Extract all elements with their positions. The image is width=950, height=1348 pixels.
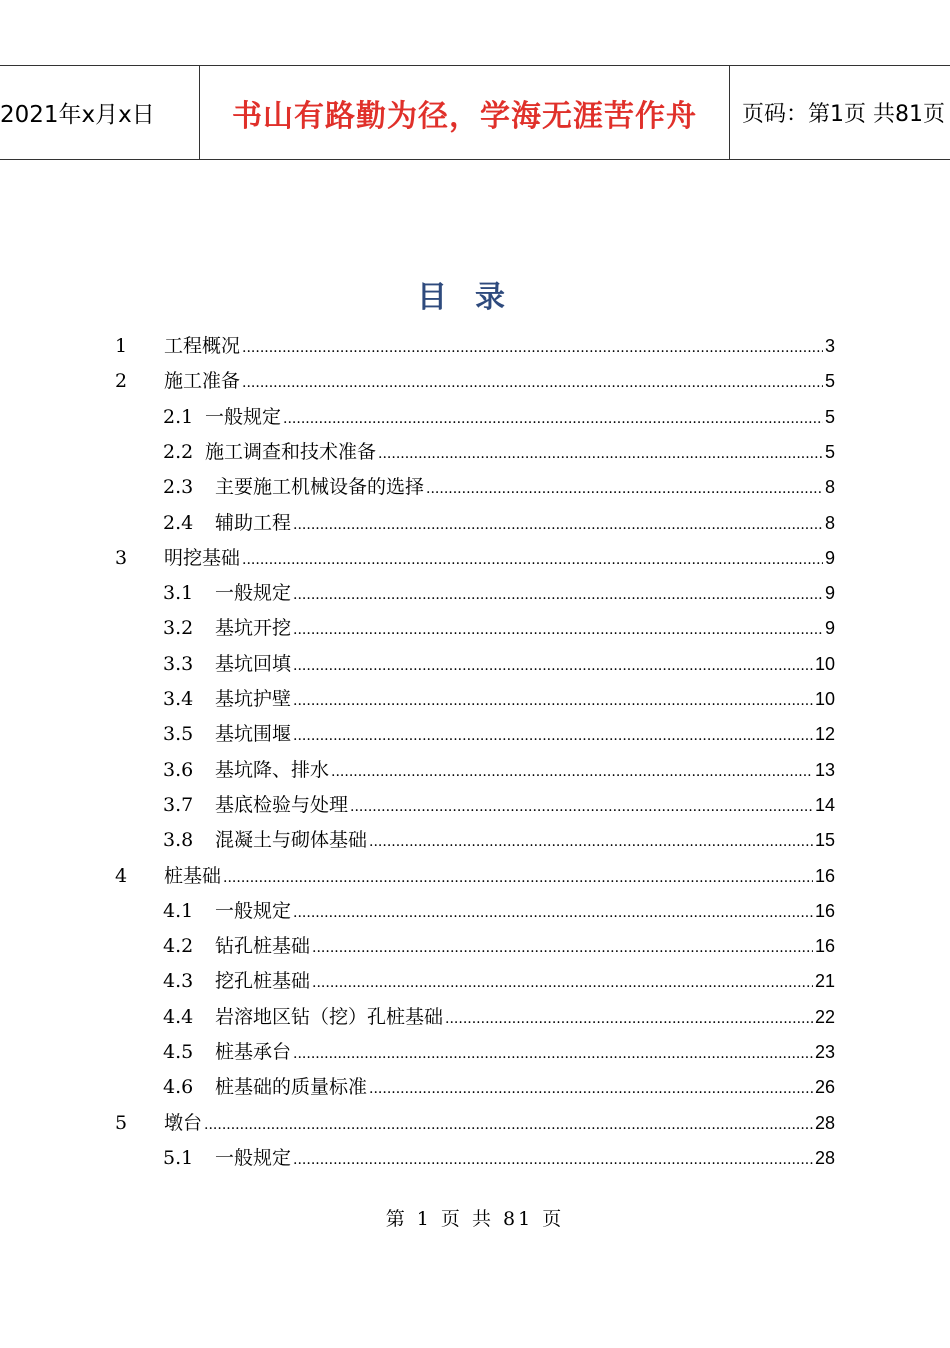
- toc-entry-title: 基坑降、排水: [215, 758, 330, 781]
- toc-entry-title: 桩基础: [164, 864, 222, 887]
- toc-entry[interactable]: [163, 471, 835, 503]
- toc-entry[interactable]: [115, 542, 835, 574]
- toc-leader-dots: [369, 826, 813, 858]
- toc-entry[interactable]: [163, 789, 835, 821]
- toc-leader-dots: [242, 544, 823, 576]
- toc-entry-page: 10: [814, 653, 835, 674]
- toc-leader-dots: [350, 791, 813, 823]
- toc-entry-title: 一般规定: [205, 405, 282, 428]
- toc-entry-title: 基坑围堰: [215, 723, 292, 746]
- toc-entry-title: 工程概况: [164, 335, 241, 357]
- toc-entry[interactable]: [163, 1142, 835, 1174]
- toc-entry-number: 3.2: [163, 617, 194, 640]
- toc-entry-number: 4.1: [163, 899, 194, 922]
- toc-entry-page: 5: [824, 441, 835, 462]
- toc-entry-number: 4.3: [163, 970, 194, 993]
- toc-entry-number: 2: [115, 370, 128, 393]
- toc-entry[interactable]: [163, 577, 835, 609]
- toc-leader-dots: [426, 473, 823, 505]
- toc-leader-dots: [242, 332, 823, 364]
- toc-leader-dots: [242, 367, 823, 399]
- toc-entry-title: 一般规定: [215, 1146, 292, 1169]
- toc-leader-dots: [331, 756, 813, 788]
- toc-leader-dots: [293, 1144, 813, 1176]
- toc-entry-title: 桩基础的质量标准: [215, 1076, 368, 1099]
- toc-entry[interactable]: [163, 436, 835, 468]
- toc-entry[interactable]: [163, 718, 835, 750]
- toc-leader-dots: [293, 509, 823, 541]
- page-header: [0, 65, 950, 160]
- toc-entry-page: 23: [814, 1042, 835, 1062]
- toc-leader-dots: [293, 897, 813, 929]
- toc-entry-page: 3: [824, 336, 835, 356]
- toc-entry-title: 墩台: [164, 1111, 203, 1134]
- toc-entry[interactable]: [163, 1071, 835, 1103]
- toc-entry-page: 13: [814, 759, 835, 780]
- toc-entry[interactable]: [163, 683, 835, 715]
- toc-entry-number: 1: [115, 335, 128, 357]
- toc-entry-number: 3.6: [163, 758, 194, 781]
- toc-entry-number: 5.1: [163, 1146, 194, 1169]
- toc-entry-number: 2.3: [163, 476, 194, 499]
- toc-entry-page: 15: [814, 830, 835, 851]
- toc-entry[interactable]: [163, 1036, 835, 1068]
- toc-entry-title: 钻孔桩基础: [215, 935, 311, 958]
- toc-entry-title: 岩溶地区钻（挖）孔桩基础: [215, 1005, 444, 1028]
- toc-entry-page: 9: [824, 583, 835, 604]
- toc-leader-dots: [293, 1038, 813, 1070]
- toc-entry-page: 26: [814, 1077, 835, 1098]
- toc-entry[interactable]: [115, 860, 835, 892]
- toc-entry-page: 21: [814, 971, 835, 992]
- toc-entry[interactable]: [115, 365, 835, 397]
- toc-entry-page: 12: [814, 724, 835, 745]
- toc-entry-page: 8: [824, 477, 835, 498]
- toc-entry[interactable]: [163, 1001, 835, 1033]
- toc-leader-dots: [293, 685, 813, 717]
- toc-entry-title: 基坑护壁: [215, 688, 292, 710]
- toc-entry[interactable]: [163, 824, 835, 856]
- toc-entry-title: 一般规定: [215, 582, 292, 605]
- toc-entry-page: 5: [824, 406, 835, 427]
- toc-entry[interactable]: [163, 895, 835, 927]
- toc-entry-title: 混凝土与砌体基础: [215, 829, 368, 852]
- toc-entry-page: 28: [814, 1112, 835, 1133]
- toc-entry-number: 3.8: [163, 829, 194, 852]
- toc-entry-number: 4.2: [163, 935, 194, 958]
- toc-entry-number: 2.2: [163, 440, 194, 463]
- toc-leader-dots: [378, 438, 823, 470]
- toc-entry-number: 2.4: [163, 511, 194, 534]
- toc-entry[interactable]: [163, 754, 835, 786]
- toc-entry[interactable]: [163, 401, 835, 433]
- toc-entry-number: 3.4: [163, 688, 194, 710]
- toc-entry[interactable]: [163, 507, 835, 539]
- toc-entry-title: 辅助工程: [215, 511, 292, 534]
- toc-leader-dots: [369, 1073, 813, 1105]
- toc-leader-dots: [204, 1109, 813, 1141]
- toc-entry[interactable]: [163, 930, 835, 962]
- header-date: 2021年x月x日: [0, 66, 200, 159]
- toc-leader-dots: [312, 932, 813, 964]
- toc-entry-title: 施工调查和技术准备: [205, 440, 377, 463]
- toc-leader-dots: [283, 403, 823, 435]
- toc-entry-page: 5: [824, 371, 835, 392]
- toc-leader-dots: [445, 1003, 813, 1035]
- toc-entry-number: 3: [115, 546, 128, 569]
- toc-entry-number: 4.6: [163, 1076, 194, 1099]
- toc-leader-dots: [293, 579, 823, 611]
- toc-leader-dots: [293, 650, 813, 682]
- toc-entry[interactable]: [163, 612, 835, 644]
- toc-entry-page: 8: [824, 512, 835, 533]
- toc-leader-dots: [223, 862, 813, 894]
- toc-title: 目录: [417, 280, 533, 315]
- toc-entry[interactable]: [115, 1107, 835, 1139]
- toc-entry-page: 16: [814, 865, 835, 886]
- page-footer: 第 1 页 共 81 页: [385, 1208, 565, 1230]
- toc-entry-title: 明挖基础: [164, 546, 241, 569]
- toc-entry-page: 14: [814, 794, 835, 815]
- toc-entry[interactable]: [115, 330, 835, 362]
- toc-entry-number: 4.4: [163, 1005, 194, 1028]
- toc-entry-title: 基坑开挖: [215, 617, 292, 640]
- header-page-info: 页码：第1页 共81页: [742, 102, 945, 127]
- toc-entry-number: 3.3: [163, 652, 194, 675]
- toc-entry-page: 16: [814, 900, 835, 921]
- toc-entry[interactable]: [163, 965, 835, 997]
- toc-entry-page: 10: [814, 689, 835, 709]
- toc-leader-dots: [293, 720, 813, 752]
- header-motto: 书山有路勤为径，学海无涯苦作舟: [200, 66, 730, 159]
- toc-entry-title: 施工准备: [164, 370, 241, 393]
- toc-entry-title: 主要施工机械设备的选择: [215, 476, 425, 499]
- toc-entry-number: 4: [115, 864, 128, 887]
- toc-entry-number: 3.5: [163, 723, 194, 746]
- toc-entry-page: 16: [814, 936, 835, 957]
- toc-entry-number: 2.1: [163, 405, 194, 428]
- toc-entry-number: 3.7: [163, 793, 194, 816]
- toc-entry-title: 基底检验与处理: [215, 793, 349, 816]
- toc-entry-page: 9: [824, 547, 835, 568]
- toc-leader-dots: [293, 614, 823, 646]
- toc-entry[interactable]: [163, 648, 835, 680]
- toc-entry-number: 5: [115, 1111, 128, 1134]
- toc-entry-page: 28: [814, 1147, 835, 1168]
- toc-entry-title: 一般规定: [215, 899, 292, 922]
- toc-entry-title: 桩基承台: [215, 1041, 292, 1063]
- toc-leader-dots: [312, 967, 813, 999]
- toc-entry-title: 挖孔桩基础: [215, 970, 311, 993]
- toc-entry-title: 基坑回填: [215, 652, 292, 675]
- toc-entry-page: 22: [814, 1006, 835, 1027]
- toc-entry-number: 3.1: [163, 582, 194, 605]
- toc-entry-page: 9: [824, 618, 835, 639]
- toc-entry-number: 4.5: [163, 1041, 194, 1063]
